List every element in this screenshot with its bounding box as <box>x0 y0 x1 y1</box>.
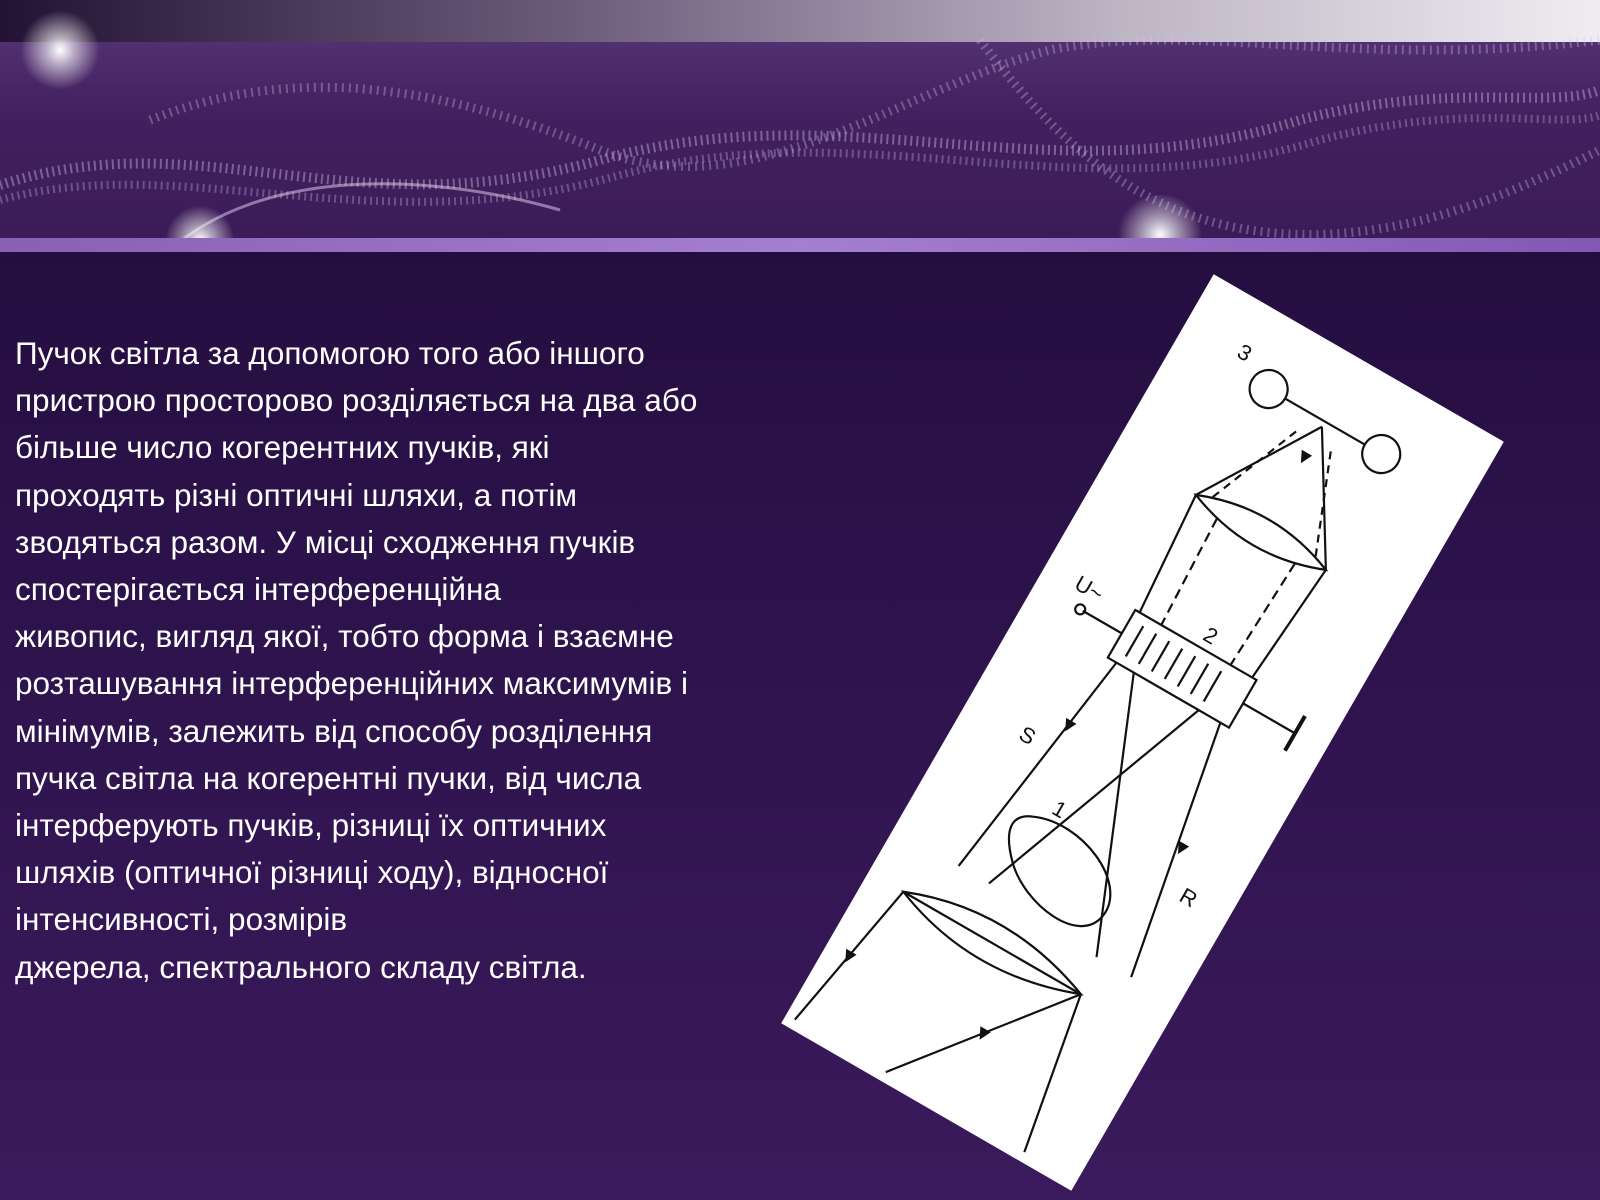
ray-line <box>1131 495 1205 613</box>
ray-line <box>1252 565 1326 683</box>
voltage-terminal <box>1073 603 1087 617</box>
ray-line <box>998 994 1106 1152</box>
body-text <box>15 330 825 991</box>
detector-circle-right <box>1355 428 1407 480</box>
body-text-line: проходять різні оптичні шляхи, а потім <box>15 476 578 513</box>
modulator-hatch <box>1191 664 1209 694</box>
optical-scheme-drawing <box>781 274 1504 1191</box>
label-three: 3 <box>1233 338 1257 367</box>
detector-bar <box>1285 399 1365 445</box>
binary-wave-decoration <box>0 0 1600 252</box>
ray-line <box>989 663 1202 931</box>
modulator-hatch <box>1139 634 1157 664</box>
modulator-hatch <box>1204 671 1222 701</box>
body-text-line: зводяться разом. У місці сходження пучків <box>15 523 636 560</box>
label-r: R <box>1175 882 1202 913</box>
label-one: 1 <box>1048 795 1072 824</box>
arrow-icon <box>974 1026 990 1042</box>
body-text-line: пристрою просторово розділяється на два або <box>15 382 698 419</box>
modulator-hatch <box>1165 649 1183 679</box>
modulator-box <box>1108 610 1257 728</box>
body-text-line: інтерферують пучків, різниці їх оптичних <box>15 807 607 844</box>
voltage-lead <box>1083 611 1122 634</box>
interferometer-diagram <box>781 274 1504 1191</box>
label-s: S <box>1014 720 1041 750</box>
header-bottom-stripe <box>0 238 1600 252</box>
body-text-line: джерела, спектрального складу світла. <box>15 948 587 985</box>
arrow-icon <box>1296 450 1312 466</box>
body-text-line: спостерігається інтерференційна <box>15 571 501 608</box>
body-text-line: розташування інтерференційних максимумів і <box>15 665 688 702</box>
ray-line <box>1001 673 1229 957</box>
ray-line-dashed <box>1231 561 1295 667</box>
ray-r <box>1088 723 1264 977</box>
body-text-line: Пучок світла за допомогою того або іншого <box>15 335 645 371</box>
modulator-hatch <box>1178 656 1196 686</box>
header-banner <box>0 0 1600 252</box>
body-text-line: більше число когерентних пучків, які <box>15 429 550 466</box>
label-two: 2 <box>1199 621 1223 650</box>
label-u: U~ <box>1070 570 1108 607</box>
modulator-hatch <box>1126 626 1144 656</box>
light-glow-left-top <box>20 10 100 90</box>
detector-circle-left <box>1243 363 1295 415</box>
body-text-line: живопис, вигляд якої, тобто форма і взаємне <box>15 618 674 655</box>
ray-s <box>959 645 1117 883</box>
ground-lead <box>1243 703 1295 733</box>
modulator-hatch <box>1152 641 1170 671</box>
body-text-line: мінімумів, залежить від способу розділення <box>15 712 653 749</box>
body-text-line: інтенсивності, розмірів <box>15 901 348 938</box>
body-text-line: шляхів (оптичної різниці ходу), відносної <box>15 854 609 891</box>
ray-line <box>903 892 1081 995</box>
body-text-line: пучка світла на когерентні пучки, від числа <box>15 759 642 796</box>
ground-symbol <box>1285 716 1305 751</box>
ray-line-dashed <box>1157 519 1221 625</box>
upper-lens <box>1188 482 1333 583</box>
